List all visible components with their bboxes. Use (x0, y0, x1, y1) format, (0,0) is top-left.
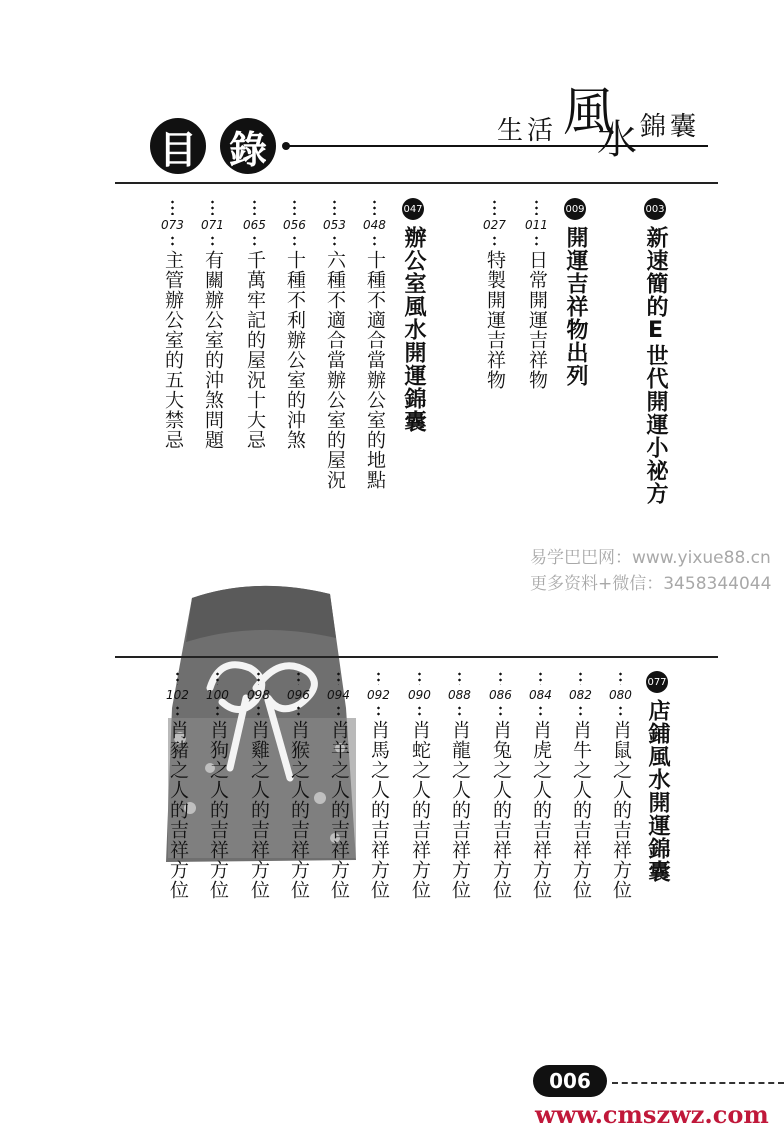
item-text: 六種不適合當辦公室的屋況 (323, 250, 346, 490)
toc-item[interactable] (283, 196, 306, 450)
page-number-badge: 006 (533, 1065, 607, 1097)
leader-dots (493, 235, 496, 247)
brand-shui: 水 (597, 117, 637, 163)
page-number: 071 (201, 218, 224, 232)
item-text: 肖兔之人的吉祥方位 (489, 720, 512, 900)
item-text: 肖猴之人的吉祥方位 (287, 720, 310, 900)
page-badge: 009 (564, 198, 586, 220)
item-text: 千萬牢記的屋況十大忌 (243, 250, 266, 450)
item-text: 肖牛之人的吉祥方位 (569, 720, 592, 900)
page-number: 027 (483, 218, 506, 232)
page-number: 094 (327, 688, 350, 702)
leader-dots (333, 199, 336, 215)
page-number: 084 (529, 688, 552, 702)
toc-heading[interactable] (564, 198, 586, 387)
toc-heading[interactable] (402, 198, 424, 433)
page-number: 102 (166, 688, 189, 702)
leader-dots (211, 199, 214, 215)
brand-jinnang: 錦囊 (640, 112, 701, 142)
item-text: 十種不利辦公室的沖煞 (283, 250, 306, 450)
leader-dots (253, 235, 256, 247)
item-text: 肖雞之人的吉祥方位 (247, 720, 270, 900)
leader-dots (373, 199, 376, 215)
heading-text: 新速簡的E世代開運小祕方 (643, 226, 668, 505)
leader-dots (297, 705, 300, 717)
page-number: 065 (243, 218, 266, 232)
leader-dots (535, 235, 538, 247)
brand-feng: 風 (563, 83, 616, 143)
toc-item[interactable] (323, 196, 346, 490)
watermark-line2: 更多资料+微信：3458344044 (530, 574, 772, 594)
leader-dots (458, 671, 461, 685)
leader-dots (579, 671, 582, 685)
leader-dots (377, 705, 380, 717)
toc-item[interactable] (243, 196, 266, 450)
brand-shenghuo: 生活 (497, 116, 558, 146)
bottom-section-rule (115, 656, 718, 658)
item-text: 特製開運吉祥物 (483, 250, 506, 390)
page-badge: 047 (402, 198, 424, 220)
item-text: 肖羊之人的吉祥方位 (327, 720, 350, 900)
leader-dots (458, 705, 461, 717)
page-number: 082 (569, 688, 592, 702)
page-number: 073 (161, 218, 184, 232)
leader-dots (535, 199, 538, 215)
toc-item[interactable] (166, 668, 189, 900)
leader-dots (171, 235, 174, 247)
leader-dots (293, 199, 296, 215)
leader-dots (216, 671, 219, 685)
toc-item[interactable] (247, 668, 270, 900)
toc-item[interactable] (448, 668, 471, 900)
item-text: 十種不適合當辦公室的地點 (363, 250, 386, 490)
leader-dots (293, 235, 296, 247)
toc-item[interactable] (483, 196, 506, 390)
toc-item[interactable] (529, 668, 552, 900)
item-text: 肖蛇之人的吉祥方位 (408, 720, 431, 900)
leader-dots (257, 705, 260, 717)
toc-item[interactable] (569, 668, 592, 900)
leader-dots (171, 199, 174, 215)
leader-dots (493, 199, 496, 215)
item-text: 肖龍之人的吉祥方位 (448, 720, 471, 900)
leader-dots (499, 671, 502, 685)
top-section-rule (115, 182, 718, 184)
leader-dots (216, 705, 219, 717)
leader-dots (377, 671, 380, 685)
title-char-lu: 錄 (220, 118, 276, 174)
item-text: 肖鼠之人的吉祥方位 (609, 720, 632, 900)
leader-dots (333, 235, 336, 247)
page-badge: 003 (644, 198, 666, 220)
item-text: 肖豬之人的吉祥方位 (166, 720, 189, 900)
toc-item[interactable] (367, 668, 390, 900)
page-number: 086 (489, 688, 512, 702)
footer-dash-line (612, 1082, 784, 1084)
page-number: 090 (408, 688, 431, 702)
toc-item[interactable] (201, 196, 224, 450)
leader-dots (297, 671, 300, 685)
leader-dots (619, 705, 622, 717)
item-text: 主管辦公室的五大禁忌 (161, 250, 184, 450)
leader-dots (579, 705, 582, 717)
toc-item[interactable] (609, 668, 632, 900)
leader-dots (337, 705, 340, 717)
heading-text: 店鋪風水開運錦囊 (645, 699, 670, 883)
title-char-mu: 目 (150, 118, 206, 174)
toc-item[interactable] (287, 668, 310, 900)
toc-heading[interactable] (646, 671, 668, 883)
page-number: 096 (287, 688, 310, 702)
leader-dots (211, 235, 214, 247)
footer-site-link[interactable]: www.cmszwz.com (535, 1100, 769, 1129)
leader-dots (257, 671, 260, 685)
leader-dots (539, 705, 542, 717)
page-number: 088 (448, 688, 471, 702)
page-badge: 077 (646, 671, 668, 693)
page-number: 100 (206, 688, 229, 702)
page-number: 056 (283, 218, 306, 232)
leader-dots (499, 705, 502, 717)
page-number: 080 (609, 688, 632, 702)
page-number: 098 (247, 688, 270, 702)
toc-item[interactable] (327, 668, 350, 900)
leader-dots (418, 671, 421, 685)
toc-item[interactable] (161, 196, 184, 450)
item-text: 肖虎之人的吉祥方位 (529, 720, 552, 900)
leader-dots (337, 671, 340, 685)
item-text: 日常開運吉祥物 (525, 250, 548, 390)
page-number: 092 (367, 688, 390, 702)
watermark-line1: 易学巴巴网：www.yixue88.cn (530, 548, 771, 568)
toc-item[interactable] (408, 668, 431, 900)
toc-item[interactable] (525, 196, 548, 390)
leader-dots (373, 235, 376, 247)
page-number: 048 (363, 218, 386, 232)
toc-item[interactable] (363, 196, 386, 490)
leader-dots (253, 199, 256, 215)
page-number: 053 (323, 218, 346, 232)
heading-text: 開運吉祥物出列 (563, 226, 588, 387)
leader-dots (176, 671, 179, 685)
toc-item[interactable] (206, 668, 229, 900)
leader-dots (176, 705, 179, 717)
heading-text: 辦公室風水開運錦囊 (401, 226, 426, 433)
leader-dots (418, 705, 421, 717)
leader-dots (619, 671, 622, 685)
item-text: 肖狗之人的吉祥方位 (206, 720, 229, 900)
item-text: 肖馬之人的吉祥方位 (367, 720, 390, 900)
toc-heading[interactable] (644, 198, 666, 505)
item-text: 有關辦公室的沖煞問題 (201, 250, 224, 450)
page-number: 011 (525, 218, 548, 232)
toc-item[interactable] (489, 668, 512, 900)
leader-dots (539, 671, 542, 685)
